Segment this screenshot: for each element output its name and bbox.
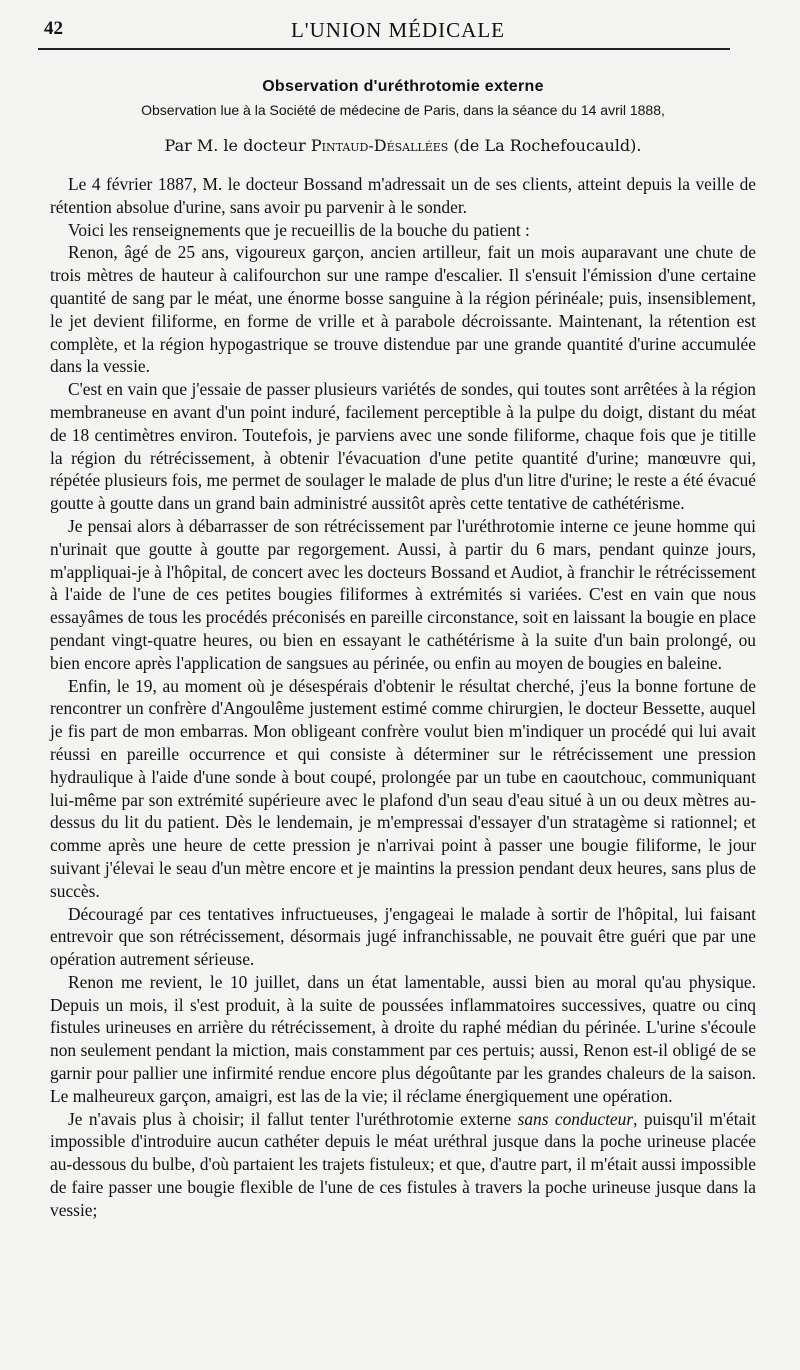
journal-title: L'UNION MÉDICALE [290,18,505,42]
author-prefix: Par M. le docteur [164,136,311,155]
paragraph: Enfin, le 19, au moment où je désespérais d'obtenir le résultat cherché, j'eus la bonne fortune de rencontrer un confrère d'Angoulême justement estimé comme chirurgien, le docteur Bessette, auquel je fis part de mon embarras. Mon obligeant confrère voulut bien m'indiquer un procédé qui lui avait réussi en pareille occurrence et qui consiste à déterminer sur le rétrécissement une pression hydraulique à l'aide d'une sonde à bout coupé, prolongée par un tube en caoutchouc, communiquant lui-même par son extrémité supérieure avec le plafond d'un seau d'eau situé à un ou deux mètres au-dessus du lit du patient. Dès le lendemain, je m'empressai d'essayer d'un stratagème si rationnel; et comme après une heure de cette pression je n'arrivai point à passer une bougie filiforme, le jour suivant j'élevai le seau d'un mètre encore et je maintins la pression pendant deux heures, sans plus de succès. [50,675,756,901]
paragraph: Renon me revient, le 10 juillet, dans un état lamentable, aussi bien au moral qu'au physique. Depuis un mois, il s'est produit, à la suite de poussées inflammatoires successives, quatre ou cinq fistules urineuses en arrière du rétrécissement, à droite du raphé médian du périnée. L'urine s'écoule non seulement pendant la miction, mais constamment par ces pertuis; aussi, Renon est-il obligé de se garnir pour pallier une infirmité rendue encore plus dégoûtante par les grandes chaleurs de la saison. Le malheureux garçon, amaigri, est las de la vie; il réclame énergiquement une opération. [50,971,756,1106]
article-subtitle: Observation lue à la Société de médecine de Paris, dans la séance du 14 avril 1888, [141,102,665,118]
last-para-before: Je n'avais plus à choisir; il fallut tenter l'uréthrotomie externe [68,1108,518,1129]
page-number: 42 [44,18,63,39]
paragraph: Découragé par ces tentatives infructueuses, j'engageai le malade à sortir de l'hôpital, lui faisant entrevoir que son rétrécissement, désormais jugé infranchissable, ne pouvait être guéri que par une opération autrement sérieuse. [50,903,756,970]
author-line [50,136,756,155]
paragraph: Le 4 février 1887, M. le docteur Bossand m'adressait un de ses clients, atteint depuis la veille de rétention absolue d'urine, sans avoir pu parvenir à le sonder. [50,174,756,217]
paragraph: Voici les renseignements que je recueillis de la bouche du patient : [68,219,530,240]
paragraph-last [50,1108,756,1222]
last-para-italic: sans conducteur [517,1108,634,1129]
paragraph: Renon, âgé de 25 ans, vigoureux garçon, ancien artilleur, fait un mois auparavant une chute de trois mètres de hauteur à califourchon sur une rampe d'escalier. Il s'ensuit l'émission d'une certaine quantité de sang par le méat, une énorme bosse sanguine à la région périnéale; puis, insensiblement, le jet devient filiforme, en forme de vrille et à parabole décroissante. Maintenant, la rétention est complète, et la région hypogastrique se trouve distendue par une grande quantité d'urine accumulée dans la vessie. [50,242,756,377]
article-title: Observation d'uréthrotomie externe [262,78,544,95]
paragraph: C'est en vain que j'essaie de passer plusieurs variétés de sondes, qui toutes sont arrêtées à la région membraneuse en avant d'un point induré, facilement perceptible à la pulpe du doigt, distant du méat de 18 centimètres environ. Toutefois, je parviens avec une sonde filiforme, chaque fois que je titille la région du rétrécissement, à obtenir l'évacuation d'une petite quantité d'urine; manœuvre qui, répétée plusieurs fois, me permet de soulager le malade de plus d'un litre d'urine; le reste a été évacué goutte à goutte dans un grand bain administré aussitôt après cette tentative de cathétérisme. [50,379,756,514]
article-body [50,78,756,1222]
last-para-after: , puisqu'il m'était impossible d'introduire aucun cathéter depuis le méat uréthral jusque dans la poche urineuse placée au-dessous du bulbe, d'où partaient les trajets fistuleux; et que, d'autre part, il m'était aussi impossible de faire passer une bougie flexible de l'une de ces fistules à travers la poche urineuse jusque dans la vessie; [50,1108,756,1220]
author-suffix: (de La Rochefoucauld). [448,136,642,155]
page-header [40,14,756,46]
header-rule [38,48,730,50]
author-name: Pintaud-Désallées [310,136,449,155]
paragraph: Je pensai alors à débarrasser de son rétrécissement par l'uréthrotomie interne ce jeune homme qui n'urinait que goutte à goutte par regorgement. Aussi, à partir du 6 mars, pendant quinze jours, m'appliquai-je à l'hôpital, de concert avec les docteurs Bossand et Audiot, à franchir le rétrécissement à l'aide de l'une de ces petites bougies filiformes à extrémités si variées. C'est en vain que nous essayâmes de tous les procédés préconisés en pareille circonstance, soit en laissant la bougie en place pendant vingt-quatre heures, ou bien en essayant le cathétérisme à la suite d'un bain prolongé, ou bien encore après l'application de sangsues au périnée, ou enfin au moyen de bougies en baleine. [50,515,756,673]
